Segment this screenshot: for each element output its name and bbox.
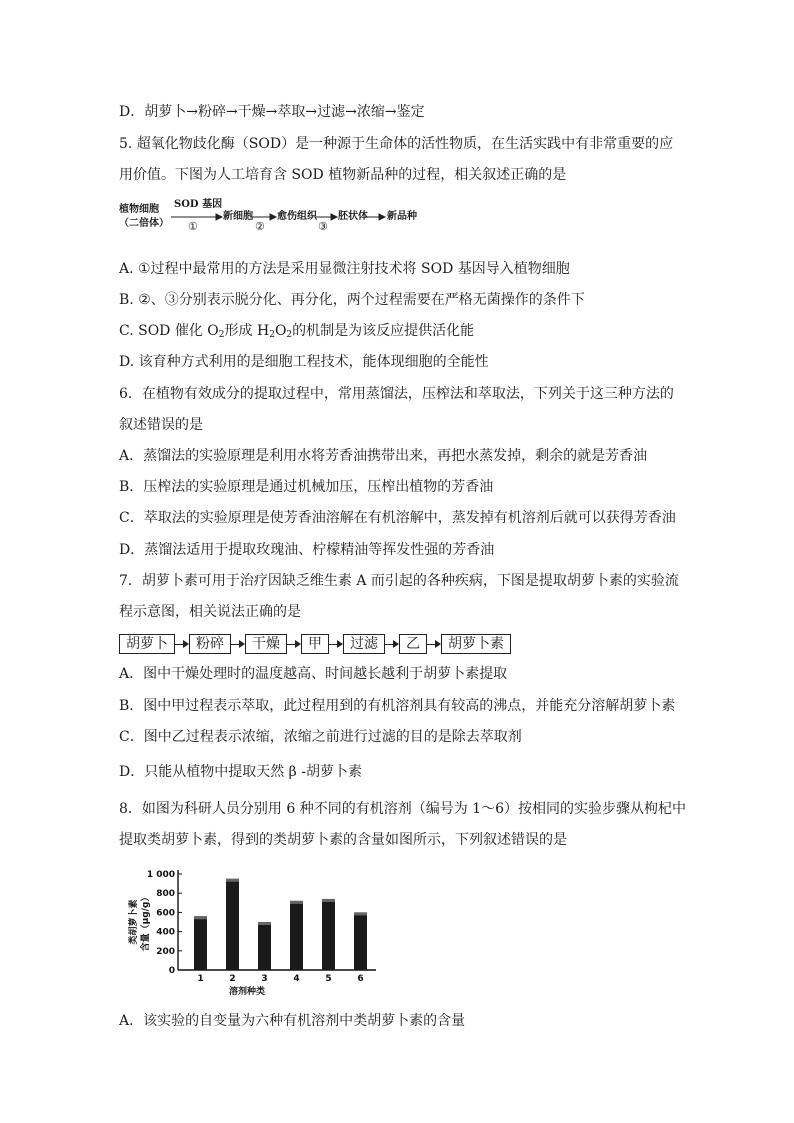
q5-c-text-a: C. SOD 催化 O (119, 323, 219, 339)
chart-y-tick-label: 1 000 (146, 870, 175, 880)
q8-option-a[interactable]: A．该实验的自变量为六种有机溶剂中类胡萝卜素的含量 (119, 1013, 466, 1029)
carotenoid-bar-chart (126, 862, 386, 1002)
flow-arrow-icon (231, 635, 245, 653)
chart-x-tick-label: 5 (325, 974, 332, 984)
chart-bar-cap (258, 922, 271, 925)
flow-step3-num: ③ (318, 220, 328, 233)
chart-x-axis-label: 溶剂种类 (228, 987, 266, 997)
q5-stem-line1: 5. 超氧化物歧化酶（SOD）是一种源于生命体的活性物质，在生活实践中有非常重要的应 (119, 136, 674, 152)
chart-x-tick-label: 2 (229, 974, 236, 984)
flow-start-line1: 植物细胞 (119, 204, 159, 215)
q5-c-text-c: O (274, 323, 287, 339)
q5-c-sub2: 2 (269, 330, 275, 340)
chart-x-tick-label: 6 (357, 974, 364, 984)
q5-c-text-d: 的机制是为该反应提供活化能 (292, 323, 475, 339)
chart-svg (126, 862, 386, 1002)
chart-y-tick-label: 200 (156, 946, 175, 957)
chart-y-tick-label: 800 (156, 889, 175, 900)
flow-node-new-cell: 新细胞 (223, 211, 253, 222)
q8-stem-line1: 8．如图为科研人员分别用 6 种不同的有机溶剂（编号为 1～6）按相同的实验步骤从枸杞中 (119, 801, 686, 817)
q7-option-b[interactable]: B．图中甲过程表示萃取，此过程用到的有机溶剂具有较高的沸点，并能充分溶解胡萝卜素 (119, 698, 676, 714)
flow-node-new-variety: 新品种 (387, 211, 417, 222)
q5-c-text-b: 形成 H (224, 323, 270, 339)
flow-step1-num: ① (188, 220, 198, 233)
q5-c-sub3: 2 (286, 330, 293, 340)
flow-arrow-icon (287, 635, 301, 653)
chart-bar-cap (226, 879, 239, 882)
chart-y-tick-label: 400 (156, 927, 175, 938)
flow-box-yi: 乙 (399, 634, 427, 654)
chart-x-tick-label: 4 (293, 974, 300, 984)
q7-stem-line1: 7．胡萝卜素可用于治疗因缺乏维生素 A 而引起的各种疾病，下图是提取胡萝卜素的实验流 (119, 573, 679, 589)
flow-step2-num: ② (255, 220, 265, 233)
flow-box-jia: 甲 (301, 634, 329, 654)
q5-option-a[interactable]: A. ①过程中最常用的方法是采用显微注射技术将 SOD 基因导入植物细胞 (119, 261, 570, 277)
chart-x-tick-label: 1 (197, 974, 204, 984)
flow-start-line2: （二倍体） (119, 218, 169, 229)
chart-bar (226, 879, 239, 970)
q8-stem-line2: 提取类胡萝卜素，得到的类胡萝卜素的含量如图所示，下列叙述错误的是 (119, 832, 567, 848)
chart-bar (194, 916, 207, 970)
q6-stem-line2: 叙述错误的是 (119, 417, 203, 433)
chart-bar (290, 901, 303, 970)
q7-option-d[interactable]: D．只能从植物中提取天然 β -胡萝卜素 (119, 764, 362, 780)
flow-box-carrot: 胡萝卜 (119, 634, 175, 654)
chart-bar-cap (290, 901, 303, 904)
q7-option-a[interactable]: A．图中干燥处理时的温度越高、时间越长越利于胡萝卜素提取 (119, 666, 508, 682)
q6-option-c[interactable]: C．萃取法的实验原理是使芳香油溶解在有机溶解中，蒸发掉有机溶剂后就可以获得芳香油 (119, 510, 676, 526)
chart-y-tick-label: 600 (156, 908, 175, 919)
chart-bar-cap (354, 912, 367, 915)
chart-y-axis-label-line1: 类胡萝卜素 (129, 899, 139, 945)
chart-bar (258, 922, 271, 970)
chart-y-axis-label-line2: 含量（μg/g） (141, 892, 151, 952)
q7-stem-line2: 程示意图，相关说法正确的是 (119, 604, 301, 620)
chart-bar (322, 899, 335, 970)
flow-node-embryoid: 胚状体 (338, 211, 368, 222)
flow-box-filter: 过滤 (343, 634, 385, 654)
flow-arrow-icon (329, 635, 343, 653)
q5-stem-line2: 用价值。下图为人工培育含 SOD 植物新品种的过程，相关叙述正确的是 (119, 167, 567, 183)
q6-option-d[interactable]: D．蒸馏法适用于提取玫瑰油、柠檬精油等挥发性强的芳香油 (119, 542, 495, 558)
q6-stem-line1: 6．在植物有效成分的提取过程中，常用蒸馏法，压榨法和萃取法，下列关于这三种方法的 (119, 386, 674, 402)
chart-bar-cap (322, 899, 335, 902)
q4-option-d[interactable]: D．胡萝卜→粉碎→干燥→萃取→过滤→浓缩→鉴定 (119, 104, 425, 120)
q6-option-b[interactable]: B．压榨法的实验原理是通过机械加压，压榨出植物的芳香油 (119, 479, 494, 495)
chart-y-tick-label: 0 (168, 966, 175, 976)
chart-bar-cap (194, 916, 207, 919)
flow-box-crush: 粉碎 (189, 634, 231, 654)
flow-arrow-icon (427, 635, 441, 653)
chart-x-tick-label: 3 (261, 974, 268, 984)
q6-option-a[interactable]: A．蒸馏法的实验原理是利用水将芳香油携带出来，再把水蒸发掉，剩余的就是芳香油 (119, 448, 648, 464)
flow-arrow-icon (175, 635, 189, 653)
sod-breeding-flow-diagram (119, 196, 439, 236)
q5-option-b[interactable]: B. ②、③分别表示脱分化、再分化，两个过程需要在严格无菌操作的条件下 (119, 292, 585, 308)
flow-node-callus: 愈伤组织 (277, 211, 317, 222)
chart-bar (354, 912, 367, 970)
q5-c-sub1: 2 (218, 330, 225, 340)
flow-box-dry: 干燥 (245, 634, 287, 654)
q5-option-c[interactable] (119, 321, 474, 345)
carotene-extraction-flow (119, 633, 511, 655)
q5-option-d[interactable]: D. 该育种方式利用的是细胞工程技术，能体现细胞的全能性 (119, 354, 489, 370)
flow-arrow-icon (385, 635, 399, 653)
flow-box-carotene: 胡萝卜素 (441, 634, 511, 654)
q7-option-c[interactable]: C．图中乙过程表示浓缩，浓缩之前进行过滤的目的是除去萃取剂 (119, 729, 522, 745)
flow-arrow1-label: SOD 基因 (174, 199, 223, 210)
